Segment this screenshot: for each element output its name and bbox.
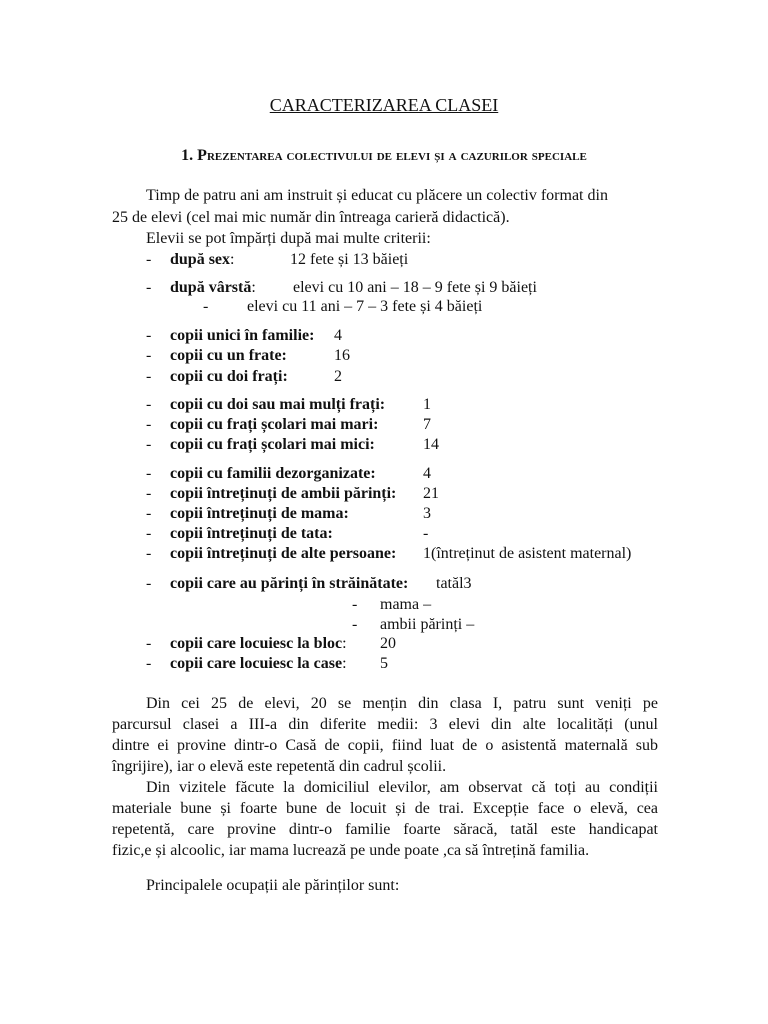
- list-dash: -: [146, 545, 152, 562]
- list-dash: -: [146, 655, 152, 672]
- criteria-age-sub-value: elevi cu 11 ani – 7 – 3 fete și 4 băieți: [247, 298, 483, 315]
- list-item-label: copii cu doi frați:: [170, 368, 288, 385]
- abroad-sub-value: ambii părinți –: [380, 616, 475, 633]
- list-item-value: 3: [423, 505, 431, 522]
- list-item-label: copii cu frați școlari mai mari:: [170, 416, 379, 433]
- page-title: CARACTERIZAREA CLASEI: [269, 95, 499, 115]
- criteria-age-label: după vârstă: [170, 279, 252, 296]
- list-dash: -: [352, 596, 358, 613]
- paragraph-2-line: materiale bune și foarte bune de locuit și de trai. Excepție face o elevă, cea: [112, 800, 658, 817]
- list-dash: -: [146, 368, 152, 385]
- list-dash: -: [146, 465, 152, 482]
- list-item-label: copii cu frați școlari mai mici:: [170, 436, 375, 453]
- list-item-value: 20: [380, 635, 396, 652]
- list-item-value: -: [423, 525, 429, 542]
- criteria-age-value: elevi cu 10 ani – 18 – 9 fete și 9 băieți: [293, 279, 537, 296]
- criteria-age-colon: :: [251, 279, 256, 296]
- list-dash: -: [352, 616, 358, 633]
- paragraph-2-line: fizic,e și alcoolic, iar mama lucrează pe unde poate ,ca să întrețină familia.: [112, 842, 590, 859]
- criteria-sex-label: după sex: [170, 251, 231, 268]
- list-dash: -: [146, 416, 152, 433]
- list-item-value: 1: [423, 396, 431, 413]
- list-item-label: copii cu doi sau mai mulți frați:: [170, 396, 386, 413]
- criteria-sex-colon: :: [230, 251, 235, 268]
- list-item-value: 14: [423, 436, 439, 453]
- abroad-sub-value: mama –: [380, 596, 432, 613]
- list-item-value: 5: [380, 655, 388, 672]
- list-dash: -: [146, 279, 152, 296]
- list-item-value: 2: [334, 368, 342, 385]
- list-item-value: 16: [334, 347, 350, 364]
- list-item-label: copii cu un frate:: [170, 347, 287, 364]
- list-item-label: copii cu familii dezorganizate:: [170, 465, 376, 482]
- list-item-colon: :: [342, 655, 347, 672]
- paragraph-1-line: dintre ei provine dintr-o Casă de copii, fiind luat de o asistentă maternală sub: [112, 737, 658, 754]
- paragraph-1-line: Din cei 25 de elevi, 20 se mențin din clasa I, patru sunt veniți pe: [146, 695, 658, 712]
- list-item-label: copii întreținuți de mama:: [170, 505, 349, 522]
- intro-line-2: 25 de elevi (cel mai mic număr din întreaga carieră didactică).: [112, 209, 510, 226]
- list-dash: -: [146, 396, 152, 413]
- list-item-value: 1(întreținut de asistent maternal): [423, 545, 632, 562]
- list-item-value: 21: [423, 485, 439, 502]
- abroad-value: tatăl3: [436, 575, 472, 592]
- section-heading: 1. Prezentarea colectivului de elevi și a cazurilor speciale: [181, 147, 587, 164]
- paragraph-1-line: îngrijire), iar o elevă este repetentă din cadrul școlii.: [112, 758, 447, 775]
- paragraph-1-line: parcursul clasei a III-a din diferite medii: 3 elevi din alte localități (unul: [112, 716, 658, 733]
- closing-line: Principalele ocupații ale părinților sunt:: [146, 877, 400, 894]
- paragraph-2-line: Din vizitele făcute la domiciliul elevilor, am observat că toți au condiții: [146, 779, 658, 796]
- list-item-colon: :: [342, 635, 347, 652]
- abroad-label: copii care au părinți în străinătate:: [170, 575, 409, 592]
- list-item-label: copii care locuiesc la case: [170, 655, 343, 672]
- list-item-label: copii întreținuți de ambii părinți:: [170, 485, 397, 502]
- list-dash: -: [146, 525, 152, 542]
- paragraph-2-line: repetentă, care provine dintr-o familie foarte săracă, tatăl este handicapat: [112, 821, 658, 838]
- list-item-value: 4: [334, 327, 342, 344]
- list-dash: -: [146, 575, 152, 592]
- list-item-label: copii unici în familie:: [170, 327, 315, 344]
- list-dash: -: [146, 251, 152, 268]
- list-item-value: 4: [423, 465, 431, 482]
- list-item-label: copii întreținuți de tata:: [170, 525, 333, 542]
- list-dash: -: [146, 485, 152, 502]
- list-item-value: 7: [423, 416, 431, 433]
- list-item-label: copii întreținuți de alte persoane:: [170, 545, 397, 562]
- list-dash: -: [146, 347, 152, 364]
- list-dash: -: [146, 327, 152, 344]
- list-dash: -: [146, 436, 152, 453]
- list-dash: -: [146, 635, 152, 652]
- intro-line-1: Timp de patru ani am instruit și educat cu plăcere un colectiv format din: [146, 187, 608, 204]
- list-dash: -: [146, 505, 152, 522]
- list-dash: -: [203, 298, 209, 315]
- intro-line-3: Elevii se pot împărți după mai multe criterii:: [146, 230, 431, 247]
- criteria-sex-value: 12 fete și 13 băieți: [290, 251, 409, 268]
- list-item-label: copii care locuiesc la bloc: [170, 635, 343, 652]
